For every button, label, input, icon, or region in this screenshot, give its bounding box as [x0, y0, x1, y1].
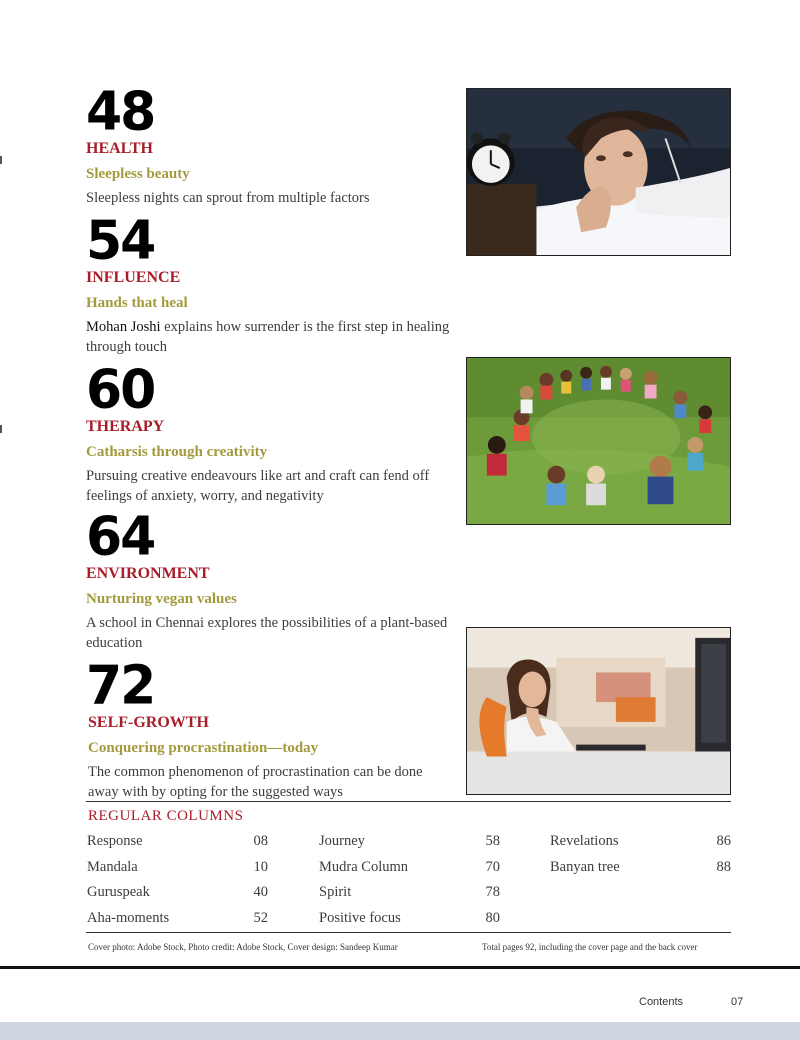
- list-item[interactable]: [87, 907, 268, 933]
- list-item[interactable]: [550, 830, 731, 856]
- footer-section-label: Contents: [639, 996, 684, 1008]
- list-item[interactable]: [87, 856, 268, 882]
- regular-columns-list-3: [550, 830, 731, 881]
- column-name: Positive focus: [319, 910, 401, 927]
- article-section: INFLUENCE: [86, 269, 181, 286]
- column-name: Response: [87, 833, 143, 849]
- binding-mark: [0, 156, 2, 164]
- list-item[interactable]: [550, 856, 731, 882]
- column-page: 58: [485, 833, 500, 849]
- article-60[interactable]: [86, 359, 456, 506]
- list-item[interactable]: [87, 881, 268, 907]
- article-author: Mohan Joshi: [86, 319, 161, 335]
- article-section: THERAPY: [86, 418, 165, 435]
- article-72[interactable]: [86, 655, 456, 802]
- article-headline[interactable]: Conquering procrastination—today: [88, 740, 319, 756]
- article-description: A school in Chennai explores the possibilities of a plant-based education: [86, 615, 448, 651]
- column-page: 88: [716, 858, 731, 875]
- list-item[interactable]: [87, 830, 268, 856]
- list-item[interactable]: [319, 830, 500, 856]
- article-description: Sleepless nights can sprout from multiple factors: [86, 190, 370, 206]
- article-headline[interactable]: Sleepless beauty: [86, 166, 190, 182]
- article-64[interactable]: [86, 506, 456, 653]
- column-page: 70: [485, 858, 500, 875]
- list-item[interactable]: [319, 907, 500, 933]
- page-count-note: Total pages 92, including the cover page and the back cover: [482, 942, 698, 952]
- article-section: HEALTH: [86, 140, 153, 157]
- footer-page-number: 07: [731, 996, 744, 1008]
- article-headline[interactable]: Nurturing vegan values: [86, 591, 237, 607]
- column-page: 10: [253, 858, 268, 875]
- column-page: 78: [485, 884, 500, 901]
- woman-at-desk-photo: [466, 627, 731, 795]
- column-page: 40: [253, 884, 268, 901]
- footer-band: [0, 1022, 800, 1040]
- article-headline[interactable]: Hands that heal: [86, 295, 188, 311]
- sleepless-woman-photo: [466, 88, 731, 256]
- column-name: Revelations: [550, 833, 619, 849]
- article-48[interactable]: [86, 81, 456, 208]
- regular-columns-list-1: [87, 830, 268, 933]
- column-name: Mandala: [87, 858, 138, 875]
- article-page-number: 72: [86, 655, 155, 717]
- article-description-text: explains how surrender is the first step in healing through touch: [86, 319, 450, 355]
- column-page: 80: [485, 910, 500, 927]
- article-description: [86, 317, 456, 357]
- article-section: ENVIRONMENT: [86, 565, 210, 582]
- article-headline[interactable]: Catharsis through creativity: [86, 444, 268, 460]
- article-page-number: 60: [86, 359, 155, 421]
- article-54[interactable]: [86, 210, 456, 357]
- article-page-number: 64: [86, 506, 155, 568]
- column-name: Banyan tree: [550, 858, 620, 875]
- list-item[interactable]: [319, 881, 500, 907]
- column-page: 08: [253, 833, 268, 849]
- cover-credits: Cover photo: Adobe Stock, Photo credit: Adobe Stock, Cover design: Sandeep Kumar: [88, 942, 398, 952]
- article-page-number: 48: [86, 81, 155, 143]
- column-page: 52: [253, 910, 268, 927]
- column-name: Spirit: [319, 884, 352, 901]
- list-item[interactable]: [319, 856, 500, 882]
- column-page: 86: [716, 833, 731, 849]
- children-circle-photo: [466, 357, 731, 525]
- regular-columns-list-2: [319, 830, 500, 933]
- columns-divider: [86, 932, 731, 933]
- column-name: Aha-moments: [87, 910, 170, 927]
- column-name: Journey: [319, 833, 365, 849]
- binding-mark: [0, 425, 2, 433]
- article-description: Pursuing creative endeavours like art and craft can fend off feelings of anxiety, worry, and negativity: [86, 468, 430, 504]
- article-description: The common phenomenon of procrastination can be done away with by opting for the suggested ways: [88, 764, 423, 800]
- section-divider: [86, 801, 731, 802]
- footer-rule: [0, 966, 800, 969]
- column-name: Mudra Column: [319, 858, 409, 875]
- article-page-number: 54: [86, 210, 155, 272]
- article-section: SELF-GROWTH: [88, 714, 209, 731]
- column-name: Guruspeak: [87, 884, 150, 901]
- regular-columns-title: REGULAR COLUMNS: [88, 808, 244, 824]
